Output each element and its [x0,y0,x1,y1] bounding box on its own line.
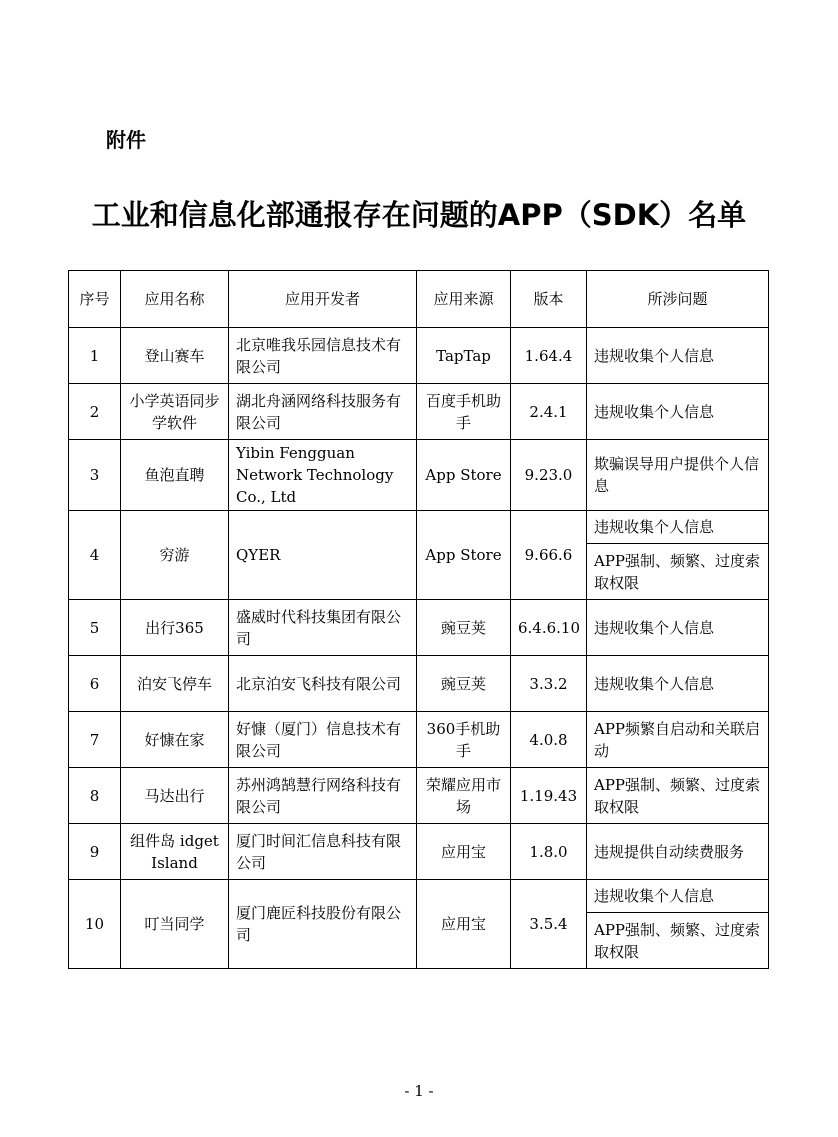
table-row [69,712,769,768]
cell-app-name: 出行365 [121,600,229,656]
document-title: 工业和信息化部通报存在问题的APP（SDK）名单 [91,198,747,232]
cell-app-name: 组件岛 idget Island [121,824,229,880]
cell-developer: 北京泊安飞科技有限公司 [229,656,417,712]
cell-no: 3 [69,440,121,511]
cell-developer: Yibin Fengguan Network Technology Co., Ltd [229,440,417,511]
header-no: 序号 [69,271,121,328]
cell-version: 9.66.6 [511,511,587,600]
cell-developer: 湖北舟涵网络科技服务有限公司 [229,384,417,440]
header-developer: 应用开发者 [229,271,417,328]
cell-source: App Store [417,511,511,600]
cell-developer: 盛威时代科技集团有限公司 [229,600,417,656]
cell-no: 7 [69,712,121,768]
cell-issue: 违规收集个人信息 [587,511,769,544]
cell-version: 1.19.43 [511,768,587,824]
cell-developer: 好慷（厦门）信息技术有限公司 [229,712,417,768]
cell-issue: 违规收集个人信息 [587,600,769,656]
table-row [69,328,769,384]
cell-version: 3.5.4 [511,880,587,969]
cell-version: 9.23.0 [511,440,587,511]
cell-source: App Store [417,440,511,511]
cell-developer: 厦门时间汇信息科技有限公司 [229,824,417,880]
cell-issue: APP强制、频繁、过度索取权限 [587,913,769,969]
table-row [69,880,769,913]
cell-issue: 违规收集个人信息 [587,328,769,384]
cell-no: 1 [69,328,121,384]
attachment-label: 附件 [106,128,146,152]
cell-developer: 北京唯我乐园信息技术有限公司 [229,328,417,384]
cell-issue: 违规提供自动续费服务 [587,824,769,880]
cell-no: 2 [69,384,121,440]
cell-app-name: 马达出行 [121,768,229,824]
cell-no: 6 [69,656,121,712]
cell-source: 百度手机助手 [417,384,511,440]
table-header-row [69,271,769,328]
cell-issue: 违规收集个人信息 [587,656,769,712]
table-row [69,384,769,440]
cell-app-name: 小学英语同步学软件 [121,384,229,440]
cell-source: 豌豆荚 [417,600,511,656]
cell-no: 5 [69,600,121,656]
cell-developer: 厦门鹿匠科技股份有限公司 [229,880,417,969]
cell-issue: 违规收集个人信息 [587,384,769,440]
table-row [69,656,769,712]
cell-issue: APP频繁自启动和关联启动 [587,712,769,768]
cell-issue: 欺骗误导用户提供个人信息 [587,440,769,511]
cell-no: 4 [69,511,121,600]
cell-app-name: 好慷在家 [121,712,229,768]
cell-version: 3.3.2 [511,656,587,712]
header-issues: 所涉问题 [587,271,769,328]
cell-issue: APP强制、频繁、过度索取权限 [587,544,769,600]
cell-no: 8 [69,768,121,824]
cell-source: 荣耀应用市场 [417,768,511,824]
cell-source: 豌豆荚 [417,656,511,712]
page-number: - 1 - [404,1082,434,1100]
cell-app-name: 叮当同学 [121,880,229,969]
header-version: 版本 [511,271,587,328]
header-app-name: 应用名称 [121,271,229,328]
cell-no: 9 [69,824,121,880]
table-row [69,600,769,656]
table-row [69,824,769,880]
cell-developer: 苏州鸿鹄慧行网络科技有限公司 [229,768,417,824]
cell-source: 360手机助手 [417,712,511,768]
cell-no: 10 [69,880,121,969]
cell-version: 4.0.8 [511,712,587,768]
cell-version: 2.4.1 [511,384,587,440]
table-row [69,440,769,511]
cell-version: 1.64.4 [511,328,587,384]
table-row [69,511,769,544]
cell-source: 应用宝 [417,824,511,880]
cell-issue: 违规收集个人信息 [587,880,769,913]
cell-app-name: 穷游 [121,511,229,600]
cell-app-name: 鱼泡直聘 [121,440,229,511]
cell-app-name: 泊安飞停车 [121,656,229,712]
cell-app-name: 登山赛车 [121,328,229,384]
header-source: 应用来源 [417,271,511,328]
cell-developer: QYER [229,511,417,600]
cell-version: 1.8.0 [511,824,587,880]
cell-version: 6.4.6.10 [511,600,587,656]
app-list-table [68,270,769,969]
table-row [69,768,769,824]
cell-source: 应用宝 [417,880,511,969]
cell-issue: APP强制、频繁、过度索取权限 [587,768,769,824]
cell-source: TapTap [417,328,511,384]
